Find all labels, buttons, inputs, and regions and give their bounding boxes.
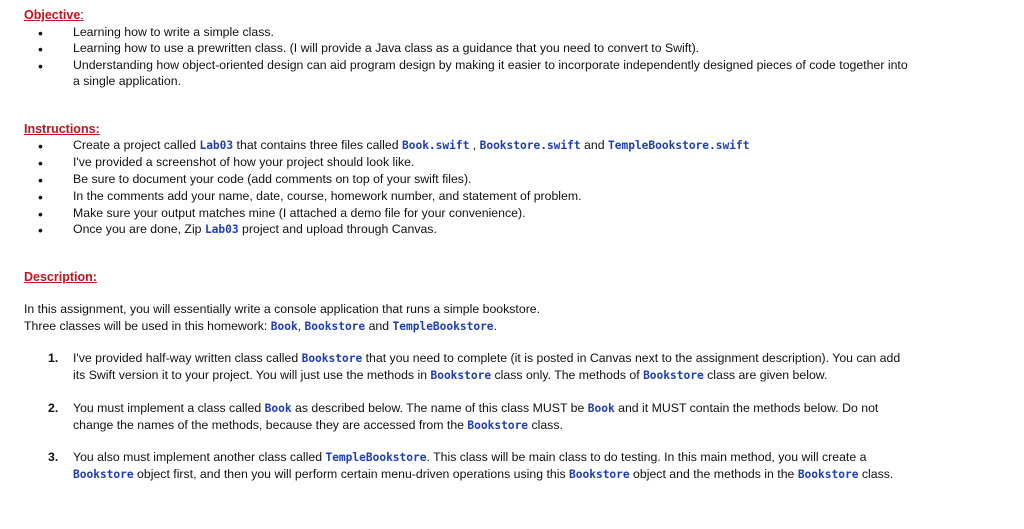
code-templebookstore: TempleBookstore [325, 451, 427, 464]
list-number-2: 2. [48, 401, 59, 415]
bullet-icon: • [38, 41, 43, 57]
code-bookstore: Bookstore [467, 419, 529, 432]
code-bookstore: Bookstore [304, 320, 366, 333]
objective-heading: Objective: [24, 8, 84, 22]
bullet-icon: • [38, 222, 43, 238]
instruction-item-2: I've provided a screenshot of how your project should look like. [73, 155, 415, 169]
list-number-1: 1. [48, 351, 59, 365]
description-paragraph-1: In this assignment, you will essentially write a console application that runs a simple bookstore. [24, 302, 541, 316]
code-bookstore: Bookstore [430, 369, 492, 382]
bullet-icon: • [38, 138, 43, 154]
code-bookstore: Bookstore [643, 369, 704, 382]
description-heading: Description: [24, 270, 97, 284]
bullet-icon: • [38, 206, 43, 222]
bullet-icon: • [38, 172, 43, 188]
instruction-item-3: Be sure to document your code (add comments on top of your swift files). [73, 172, 472, 186]
code-bookstore-swift: Bookstore.swift [479, 139, 581, 152]
code-book: Book [264, 402, 292, 415]
code-book: Book [270, 320, 298, 333]
numbered-item-1-line-1: I've provided half-way written class called Bookstore that you need to complete (it is posted in Canvas next to the assignment description). You can add [73, 351, 901, 365]
bullet-icon: • [38, 58, 43, 74]
objective-colon: : [80, 8, 84, 22]
objective-item-3-line-2: a single application. [73, 74, 182, 88]
objective-item-1: Learning how to write a simple class. [73, 25, 274, 39]
code-bookstore: Bookstore [569, 468, 630, 481]
numbered-item-1-line-2: its Swift version it to your project. You will just use the methods in Bookstore class only. The methods of Bookstore class are given below. [73, 368, 828, 382]
numbered-item-2-line-1: You must implement a class called Book as described below. The name of this class MUST be Book and it MUST contain the methods below. Do not [73, 401, 879, 415]
bullet-icon: • [38, 155, 43, 171]
code-templebookstore-swift: TempleBookstore.swift [608, 139, 750, 152]
list-number-3: 3. [48, 450, 59, 464]
instruction-item-1: Create a project called Lab03 that contains three files called Book.swift , Bookstore.swift and TempleBookstore.swift [73, 138, 750, 152]
bullet-icon: • [38, 189, 43, 205]
code-bookstore: Bookstore [797, 468, 859, 481]
objective-item-3-line-1: Understanding how object-oriented design can aid program design by making it easier to incorporate independently designed pieces of code together into [73, 58, 908, 72]
objective-item-2: Learning how to use a prewritten class. (I will provide a Java class as a guidance that you need to convert to Swift). [73, 41, 700, 55]
code-bookstore: Bookstore [73, 468, 134, 481]
numbered-item-3-line-1: You also must implement another class called TempleBookstore. This class will be main class to do testing. In this main method, you will create a [73, 450, 867, 464]
code-lab03: Lab03 [204, 223, 239, 236]
instruction-item-4: In the comments add your name, date, course, homework number, and statement of problem. [73, 189, 582, 203]
code-lab03: Lab03 [199, 139, 234, 152]
description-paragraph-2: Three classes will be used in this homework: Book, Bookstore and TempleBookstore. [24, 319, 497, 333]
numbered-item-3-line-2: Bookstore object first, and then you will perform certain menu-driven operations using this Bookstore object and the methods in the Bookstore class. [73, 467, 894, 481]
code-templebookstore: TempleBookstore [392, 320, 494, 333]
numbered-item-2-line-2: change the names of the methods, because they are accessed from the Bookstore class. [73, 418, 563, 432]
bullet-icon: • [38, 25, 43, 41]
code-book: Book [587, 402, 615, 415]
instruction-item-5: Make sure your output matches mine (I attached a demo file for your convenience). [73, 206, 526, 220]
instruction-item-6: Once you are done, Zip Lab03 project and upload through Canvas. [73, 222, 437, 236]
instructions-heading: Instructions: [24, 122, 100, 136]
code-book-swift: Book.swift [401, 139, 470, 152]
code-bookstore: Bookstore [301, 352, 363, 365]
